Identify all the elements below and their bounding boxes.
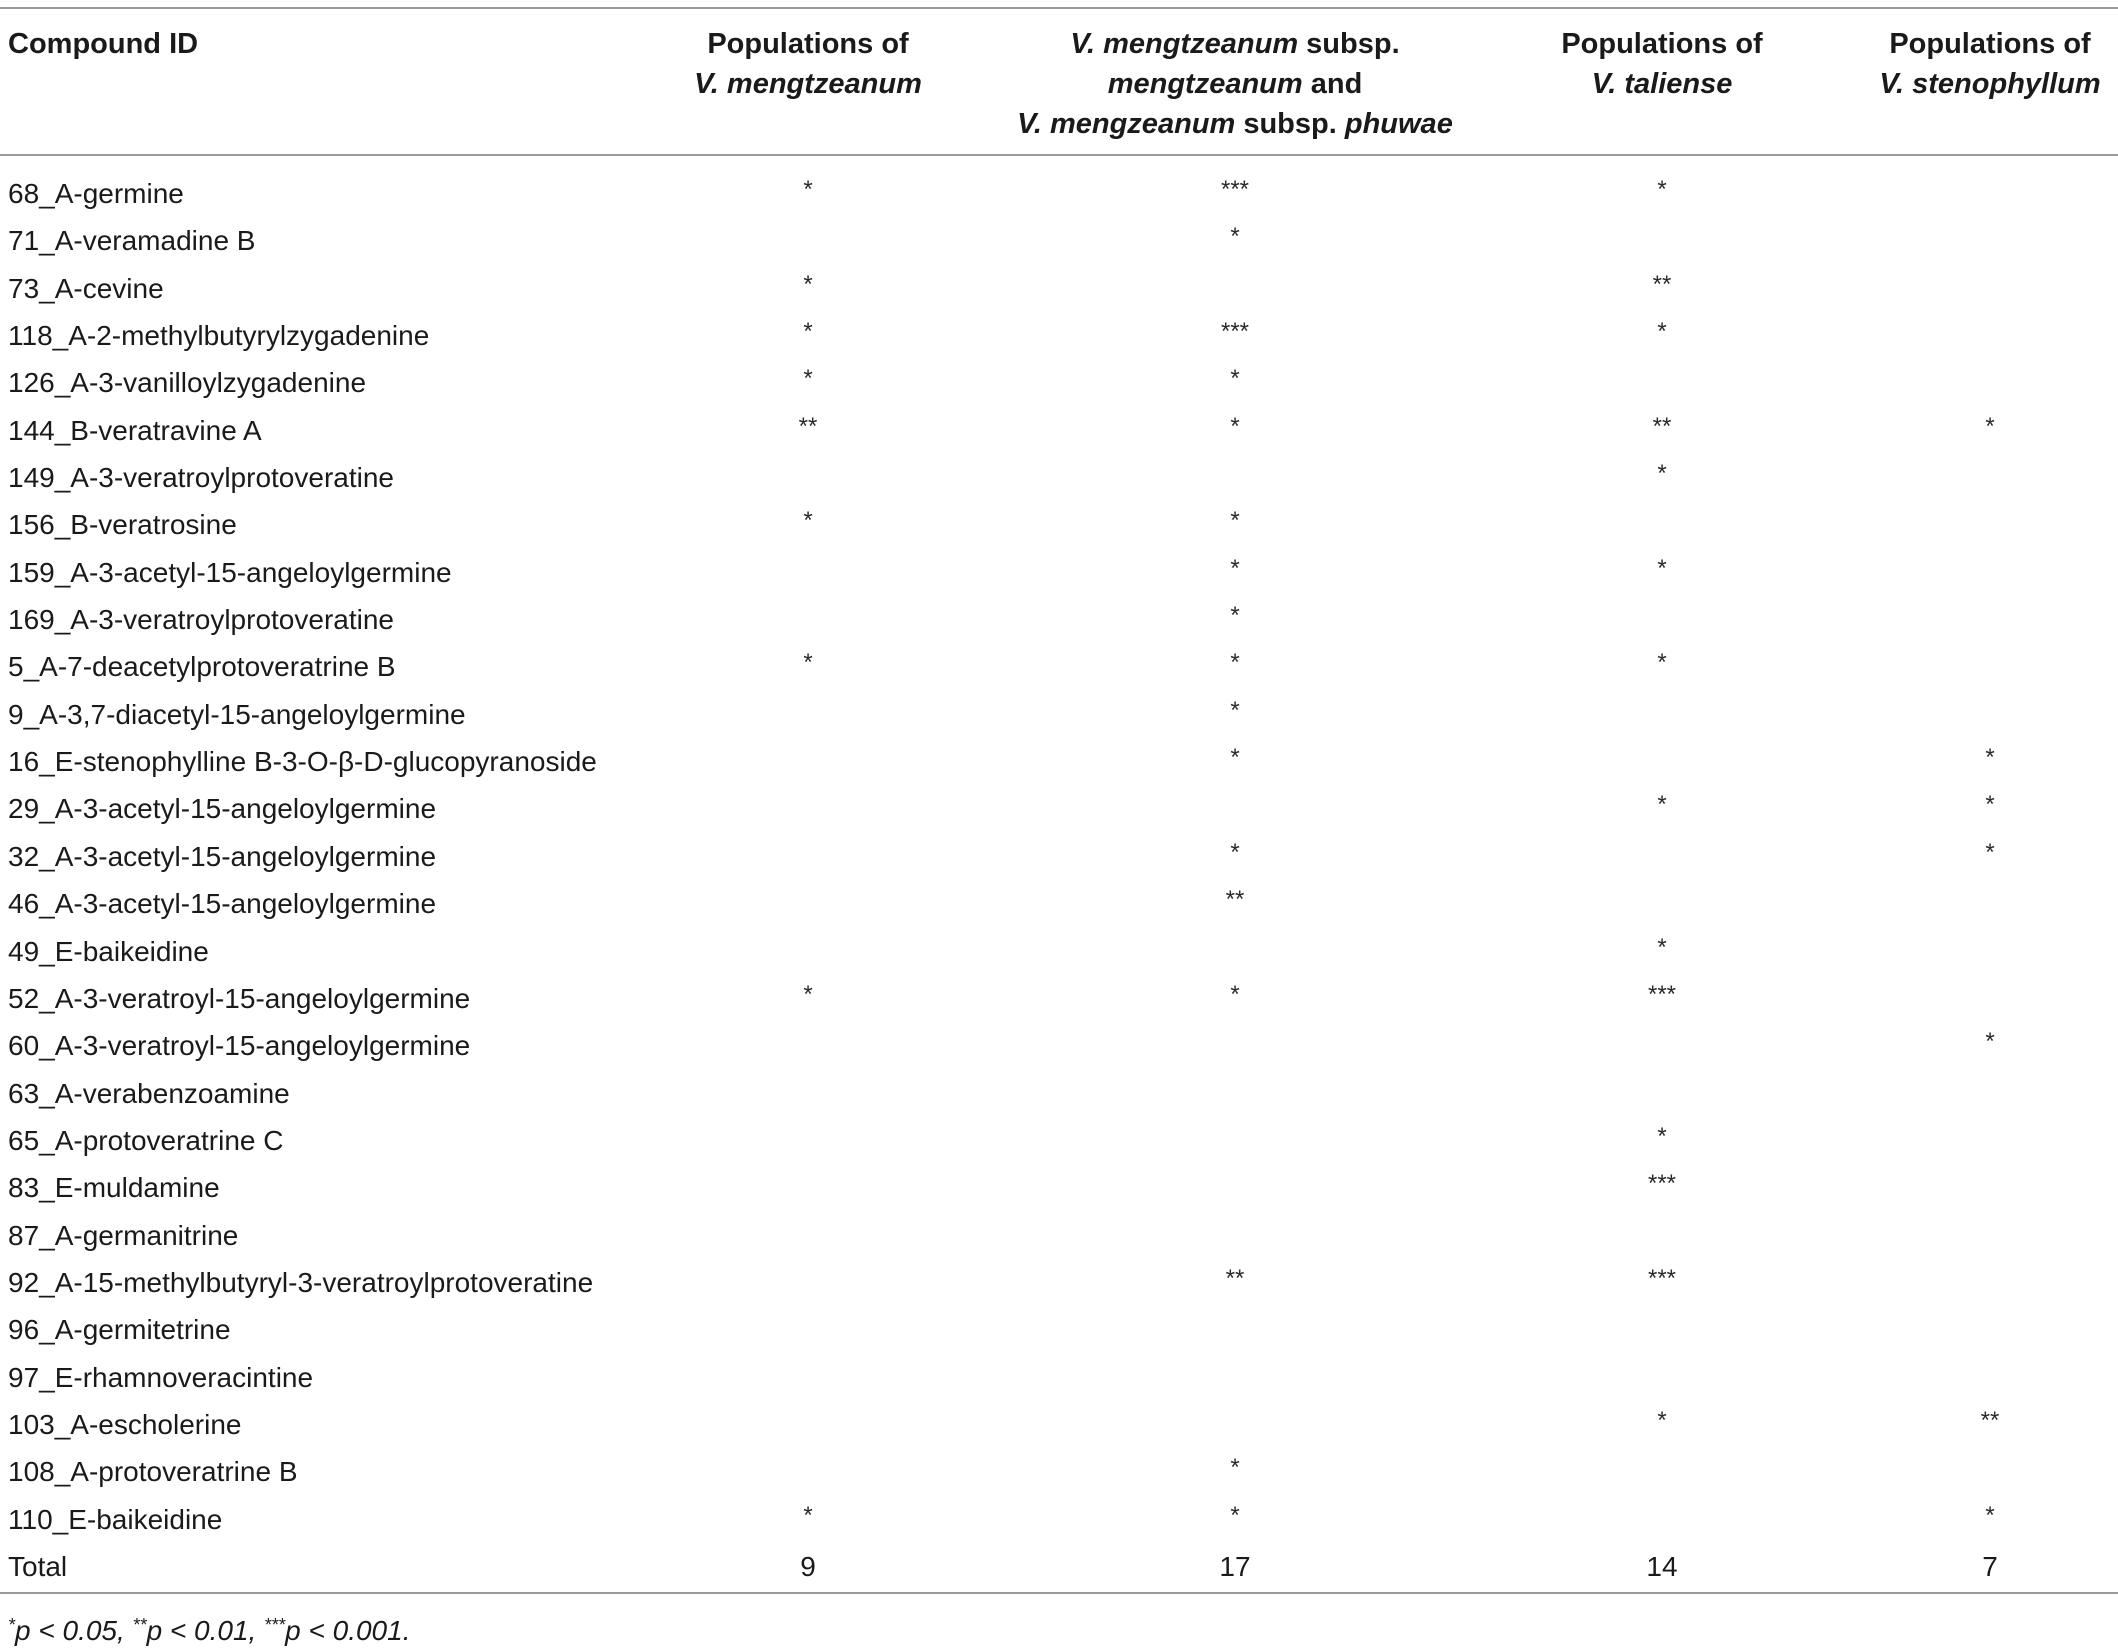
significance-cell-c2: * [1230, 1454, 1240, 1482]
table-row [0, 1306, 2118, 1353]
compound-name: 63_A-verabenzoamine [8, 1077, 290, 1109]
compound-name: 149_A-3-veratroylprotoveratine [8, 462, 394, 494]
table-row [0, 975, 2118, 1022]
table-row [0, 549, 2118, 596]
significance-cell-c4: ** [1980, 1406, 2000, 1434]
significance-cell-c3 [1512, 738, 1812, 785]
total-value-c4: 7 [1982, 1550, 1998, 1582]
compound-name: 156_B-veratrosine [8, 509, 237, 541]
compound-name: 118_A-2-methylbutyrylzygadenine [8, 320, 430, 352]
significance-cell-c4 [1840, 1117, 2118, 1164]
significance-cell-c1: * [803, 980, 813, 1008]
significance-cell-c2: * [1230, 649, 1240, 677]
significance-cell-c2 [1085, 1117, 1385, 1164]
header-col2-line2-italic: mengtzeanum [1107, 68, 1303, 100]
table-row [0, 691, 2118, 738]
table-row [0, 1496, 2118, 1543]
significance-cell-c3 [1512, 1022, 1812, 1069]
header-col-subspecies [985, 24, 1485, 144]
significance-cell-c4 [1840, 549, 2118, 596]
significance-cell-c4 [1840, 1354, 2118, 1401]
compound-name: 108_A-protoveratrine B [8, 1456, 298, 1488]
header-col-mengtzeanum [658, 24, 958, 104]
significance-cell-c1 [658, 738, 958, 785]
table-row [0, 596, 2118, 643]
significance-cell-c1 [658, 1259, 958, 1306]
table-row [0, 1164, 2118, 1211]
header-col2-line3-italic-b: phuwae [1344, 108, 1453, 140]
significance-cell-c3 [1512, 217, 1812, 264]
table-row [0, 833, 2118, 880]
significance-cell-c4 [1840, 928, 2118, 975]
significance-cell-c3: * [1657, 554, 1667, 582]
significance-cell-c1: * [803, 176, 813, 203]
compound-name: 9_A-3,7-diacetyl-15-angeloylgermine [8, 698, 466, 730]
significance-cell-c2 [1085, 1070, 1385, 1117]
significance-cell-c3: * [1657, 318, 1667, 346]
header-col1-species: V. mengtzeanum [694, 68, 922, 100]
compound-name: 169_A-3-veratroylprotoveratine [8, 604, 394, 636]
significance-cell-c2 [1085, 928, 1385, 975]
significance-cell-c1 [658, 1212, 958, 1259]
header-col2-line2-rest: and [1302, 68, 1363, 100]
significance-cell-c4: * [1985, 744, 1995, 772]
table-row [0, 265, 2118, 312]
significance-cell-c2: ** [1225, 1264, 1245, 1292]
significance-cell-c3: *** [1647, 1264, 1677, 1292]
significance-cell-c2: *** [1220, 176, 1250, 203]
compound-name: 87_A-germanitrine [8, 1219, 239, 1251]
header-col2-line1-italic: V. mengtzeanum [1070, 28, 1299, 60]
footnote-text-3: p < 0.001. [285, 1615, 411, 1646]
footnote-mark-3: *** [264, 1615, 286, 1635]
table-row [0, 1022, 2118, 1069]
compound-name: 97_E-rhamnoveracintine [8, 1361, 314, 1393]
total-label: Total [8, 1550, 68, 1582]
table-row [0, 312, 2118, 359]
significance-cell-c4 [1840, 643, 2118, 690]
table-row [0, 1212, 2118, 1259]
significance-cell-c4 [1840, 170, 2118, 217]
significance-cell-c3 [1512, 833, 1812, 880]
significance-cell-c1 [658, 1117, 958, 1164]
compound-name: 110_E-baikeidine [8, 1503, 223, 1535]
table-row [0, 928, 2118, 975]
table-body [0, 170, 2118, 1590]
significance-cell-c1 [658, 1070, 958, 1117]
header-col2-line1-rest: subsp. [1298, 28, 1400, 60]
compound-name: 49_E-baikeidine [8, 935, 209, 967]
header-col-stenophyllum [1840, 24, 2118, 104]
significance-cell-c4 [1840, 691, 2118, 738]
significance-cell-c3 [1512, 1070, 1812, 1117]
significance-cell-c1 [658, 880, 958, 927]
header-col-taliense [1512, 24, 1812, 104]
compound-name: 144_B-veratravine A [8, 414, 262, 446]
significance-cell-c3: ** [1652, 412, 1672, 440]
header-col3-line1: Populations of [1561, 28, 1763, 60]
significance-cell-c3: *** [1647, 980, 1677, 1008]
significance-cell-c4 [1840, 359, 2118, 406]
significance-cell-c1 [658, 1448, 958, 1495]
significance-cell-c1 [658, 1306, 958, 1353]
compound-name: 96_A-germitetrine [8, 1314, 231, 1346]
significance-cell-c4 [1840, 312, 2118, 359]
significance-cell-c4 [1840, 1070, 2118, 1117]
significance-cell-c4 [1840, 880, 2118, 927]
significance-cell-c1 [658, 833, 958, 880]
significance-footnote [8, 1605, 410, 1651]
table-row [0, 1070, 2118, 1117]
compound-name: 159_A-3-acetyl-15-angeloylgermine [8, 556, 452, 588]
significance-cell-c3 [1512, 359, 1812, 406]
header-compound-id: Compound ID [8, 28, 199, 60]
significance-cell-c4 [1840, 265, 2118, 312]
significance-cell-c2: * [1230, 412, 1240, 440]
significance-cell-c3: * [1657, 649, 1667, 677]
significance-cell-c2: * [1230, 838, 1240, 866]
significance-cell-c2 [1085, 454, 1385, 501]
significance-cell-c4 [1840, 596, 2118, 643]
compound-name: 60_A-3-veratroyl-15-angeloylgermine [8, 1030, 471, 1062]
total-value-c2: 17 [1219, 1550, 1251, 1582]
table-row [0, 1259, 2118, 1306]
significance-cell-c1 [658, 1022, 958, 1069]
significance-cell-c2: * [1230, 980, 1240, 1008]
total-value-c1: 9 [800, 1550, 816, 1582]
significance-cell-c3: * [1657, 791, 1667, 819]
significance-cell-c3: * [1657, 933, 1667, 961]
significance-cell-c3: *** [1647, 1170, 1677, 1198]
significance-cell-c2: * [1230, 744, 1240, 772]
significance-cell-c1 [658, 691, 958, 738]
significance-cell-c2: *** [1220, 318, 1250, 346]
significance-cell-c4: * [1985, 791, 1995, 819]
compound-name: 5_A-7-deacetylprotoveratrine B [8, 651, 396, 683]
significance-cell-c3: * [1657, 1122, 1667, 1150]
table-row [0, 454, 2118, 501]
significance-cell-c2 [1085, 265, 1385, 312]
significance-cell-c1 [658, 785, 958, 832]
significance-cell-c2 [1085, 1354, 1385, 1401]
significance-cell-c1 [658, 928, 958, 975]
significance-cell-c2: * [1230, 696, 1240, 724]
significance-cell-c2: * [1230, 602, 1240, 630]
table-row [0, 738, 2118, 785]
significance-cell-c2 [1085, 1401, 1385, 1448]
table-row [0, 643, 2118, 690]
compound-name: 103_A-escholerine [8, 1408, 242, 1440]
significance-cell-c1: ** [798, 412, 818, 440]
significance-cell-c2 [1085, 785, 1385, 832]
significance-cell-c4 [1840, 454, 2118, 501]
table-row [0, 1117, 2118, 1164]
significance-cell-c4: * [1985, 838, 1995, 866]
significance-cell-c4 [1840, 975, 2118, 1022]
header-col4-line1: Populations of [1889, 28, 2091, 60]
table-row [0, 880, 2118, 927]
total-value-c3: 14 [1646, 1550, 1678, 1582]
compound-name: 65_A-protoveratrine C [8, 1124, 284, 1156]
significance-cell-c3 [1512, 501, 1812, 548]
significance-cell-c4: * [1985, 1028, 1995, 1056]
compound-name: 83_E-muldamine [8, 1172, 220, 1204]
compound-name: 71_A-veramadine B [8, 225, 256, 257]
table-row [0, 407, 2118, 454]
table-row [0, 170, 2118, 217]
header-col4-species: V. stenophyllum [1879, 68, 2101, 100]
significance-cell-c3 [1512, 1448, 1812, 1495]
compound-name: 32_A-3-acetyl-15-angeloylgermine [8, 840, 437, 872]
compound-name: 16_E-stenophylline B-3-O-β-D-glucopyranoside [8, 746, 597, 778]
table-row [0, 1401, 2118, 1448]
compound-name: 92_A-15-methylbutyryl-3-veratroylprotoveratine [8, 1266, 594, 1298]
table-header-rule [0, 154, 2118, 156]
compound-name: 68_A-germine [8, 178, 184, 209]
significance-cell-c4: * [1985, 1501, 1995, 1529]
significance-cell-c3: * [1657, 1406, 1667, 1434]
significance-cell-c2 [1085, 1306, 1385, 1353]
significance-cell-c1: * [803, 365, 813, 393]
compound-name: 73_A-cevine [8, 272, 164, 304]
significance-cell-c4 [1840, 1448, 2118, 1495]
significance-cell-c3 [1512, 1212, 1812, 1259]
significance-cell-c4 [1840, 217, 2118, 264]
significance-cell-c2: * [1230, 507, 1240, 535]
significance-cell-c3: * [1657, 460, 1667, 488]
total-row [0, 1543, 2118, 1590]
table-top-rule [0, 7, 2118, 9]
significance-cell-c2: ** [1225, 886, 1245, 914]
compound-name: 52_A-3-veratroyl-15-angeloylgermine [8, 982, 471, 1014]
significance-cell-c2 [1085, 1164, 1385, 1211]
significance-cell-c1 [658, 217, 958, 264]
compound-name: 29_A-3-acetyl-15-angeloylgermine [8, 793, 437, 825]
header-col3-species: V. taliense [1591, 68, 1733, 100]
compound-name: 46_A-3-acetyl-15-angeloylgermine [8, 888, 437, 920]
footnote-text-1: p < 0.05, [15, 1615, 133, 1646]
significance-cell-c1 [658, 549, 958, 596]
significance-cell-c1 [658, 454, 958, 501]
significance-cell-c2 [1085, 1212, 1385, 1259]
footnote-mark-1: * [8, 1615, 16, 1635]
table-row [0, 1354, 2118, 1401]
significance-cell-c1 [658, 1164, 958, 1211]
significance-cell-c1 [658, 1401, 958, 1448]
significance-cell-c4 [1840, 1306, 2118, 1353]
significance-cell-c3 [1512, 691, 1812, 738]
significance-cell-c4 [1840, 501, 2118, 548]
significance-cell-c3: ** [1652, 270, 1672, 298]
significance-cell-c1: * [803, 270, 813, 298]
table-row [0, 501, 2118, 548]
significance-cell-c3 [1512, 1354, 1812, 1401]
significance-cell-c2: * [1230, 554, 1240, 582]
significance-cell-c2: * [1230, 365, 1240, 393]
significance-cell-c4 [1840, 1259, 2118, 1306]
significance-cell-c3 [1512, 1496, 1812, 1543]
table-row [0, 359, 2118, 406]
significance-cell-c1: * [803, 1501, 813, 1529]
significance-cell-c2 [1085, 1022, 1385, 1069]
table-row [0, 785, 2118, 832]
significance-cell-c1: * [803, 507, 813, 535]
significance-cell-c3 [1512, 596, 1812, 643]
significance-cell-c1: * [803, 318, 813, 346]
significance-cell-c2: * [1230, 1501, 1240, 1529]
significance-cell-c1 [658, 596, 958, 643]
significance-cell-c3 [1512, 1306, 1812, 1353]
compound-name: 126_A-3-vanilloylzygadenine [8, 367, 367, 399]
significance-cell-c2: * [1230, 223, 1240, 251]
significance-cell-c3 [1512, 880, 1812, 927]
significance-cell-c1: * [803, 649, 813, 677]
significance-cell-c4 [1840, 1212, 2118, 1259]
significance-cell-c4 [1840, 1164, 2118, 1211]
significance-cell-c4: * [1985, 412, 1995, 440]
footnote-text-2: p < 0.01, [146, 1615, 265, 1646]
table-row [0, 217, 2118, 264]
header-col2-line3-mid: subsp. [1235, 108, 1345, 140]
significance-cell-c1 [658, 1354, 958, 1401]
header-col1-line1: Populations of [707, 28, 909, 60]
footnote-mark-2: ** [132, 1615, 147, 1635]
significance-cell-c3: * [1657, 176, 1667, 203]
table-bottom-rule [0, 1592, 2118, 1594]
table-row [0, 1448, 2118, 1495]
header-col2-line3-italic-a: V. mengzeanum [1017, 108, 1236, 140]
